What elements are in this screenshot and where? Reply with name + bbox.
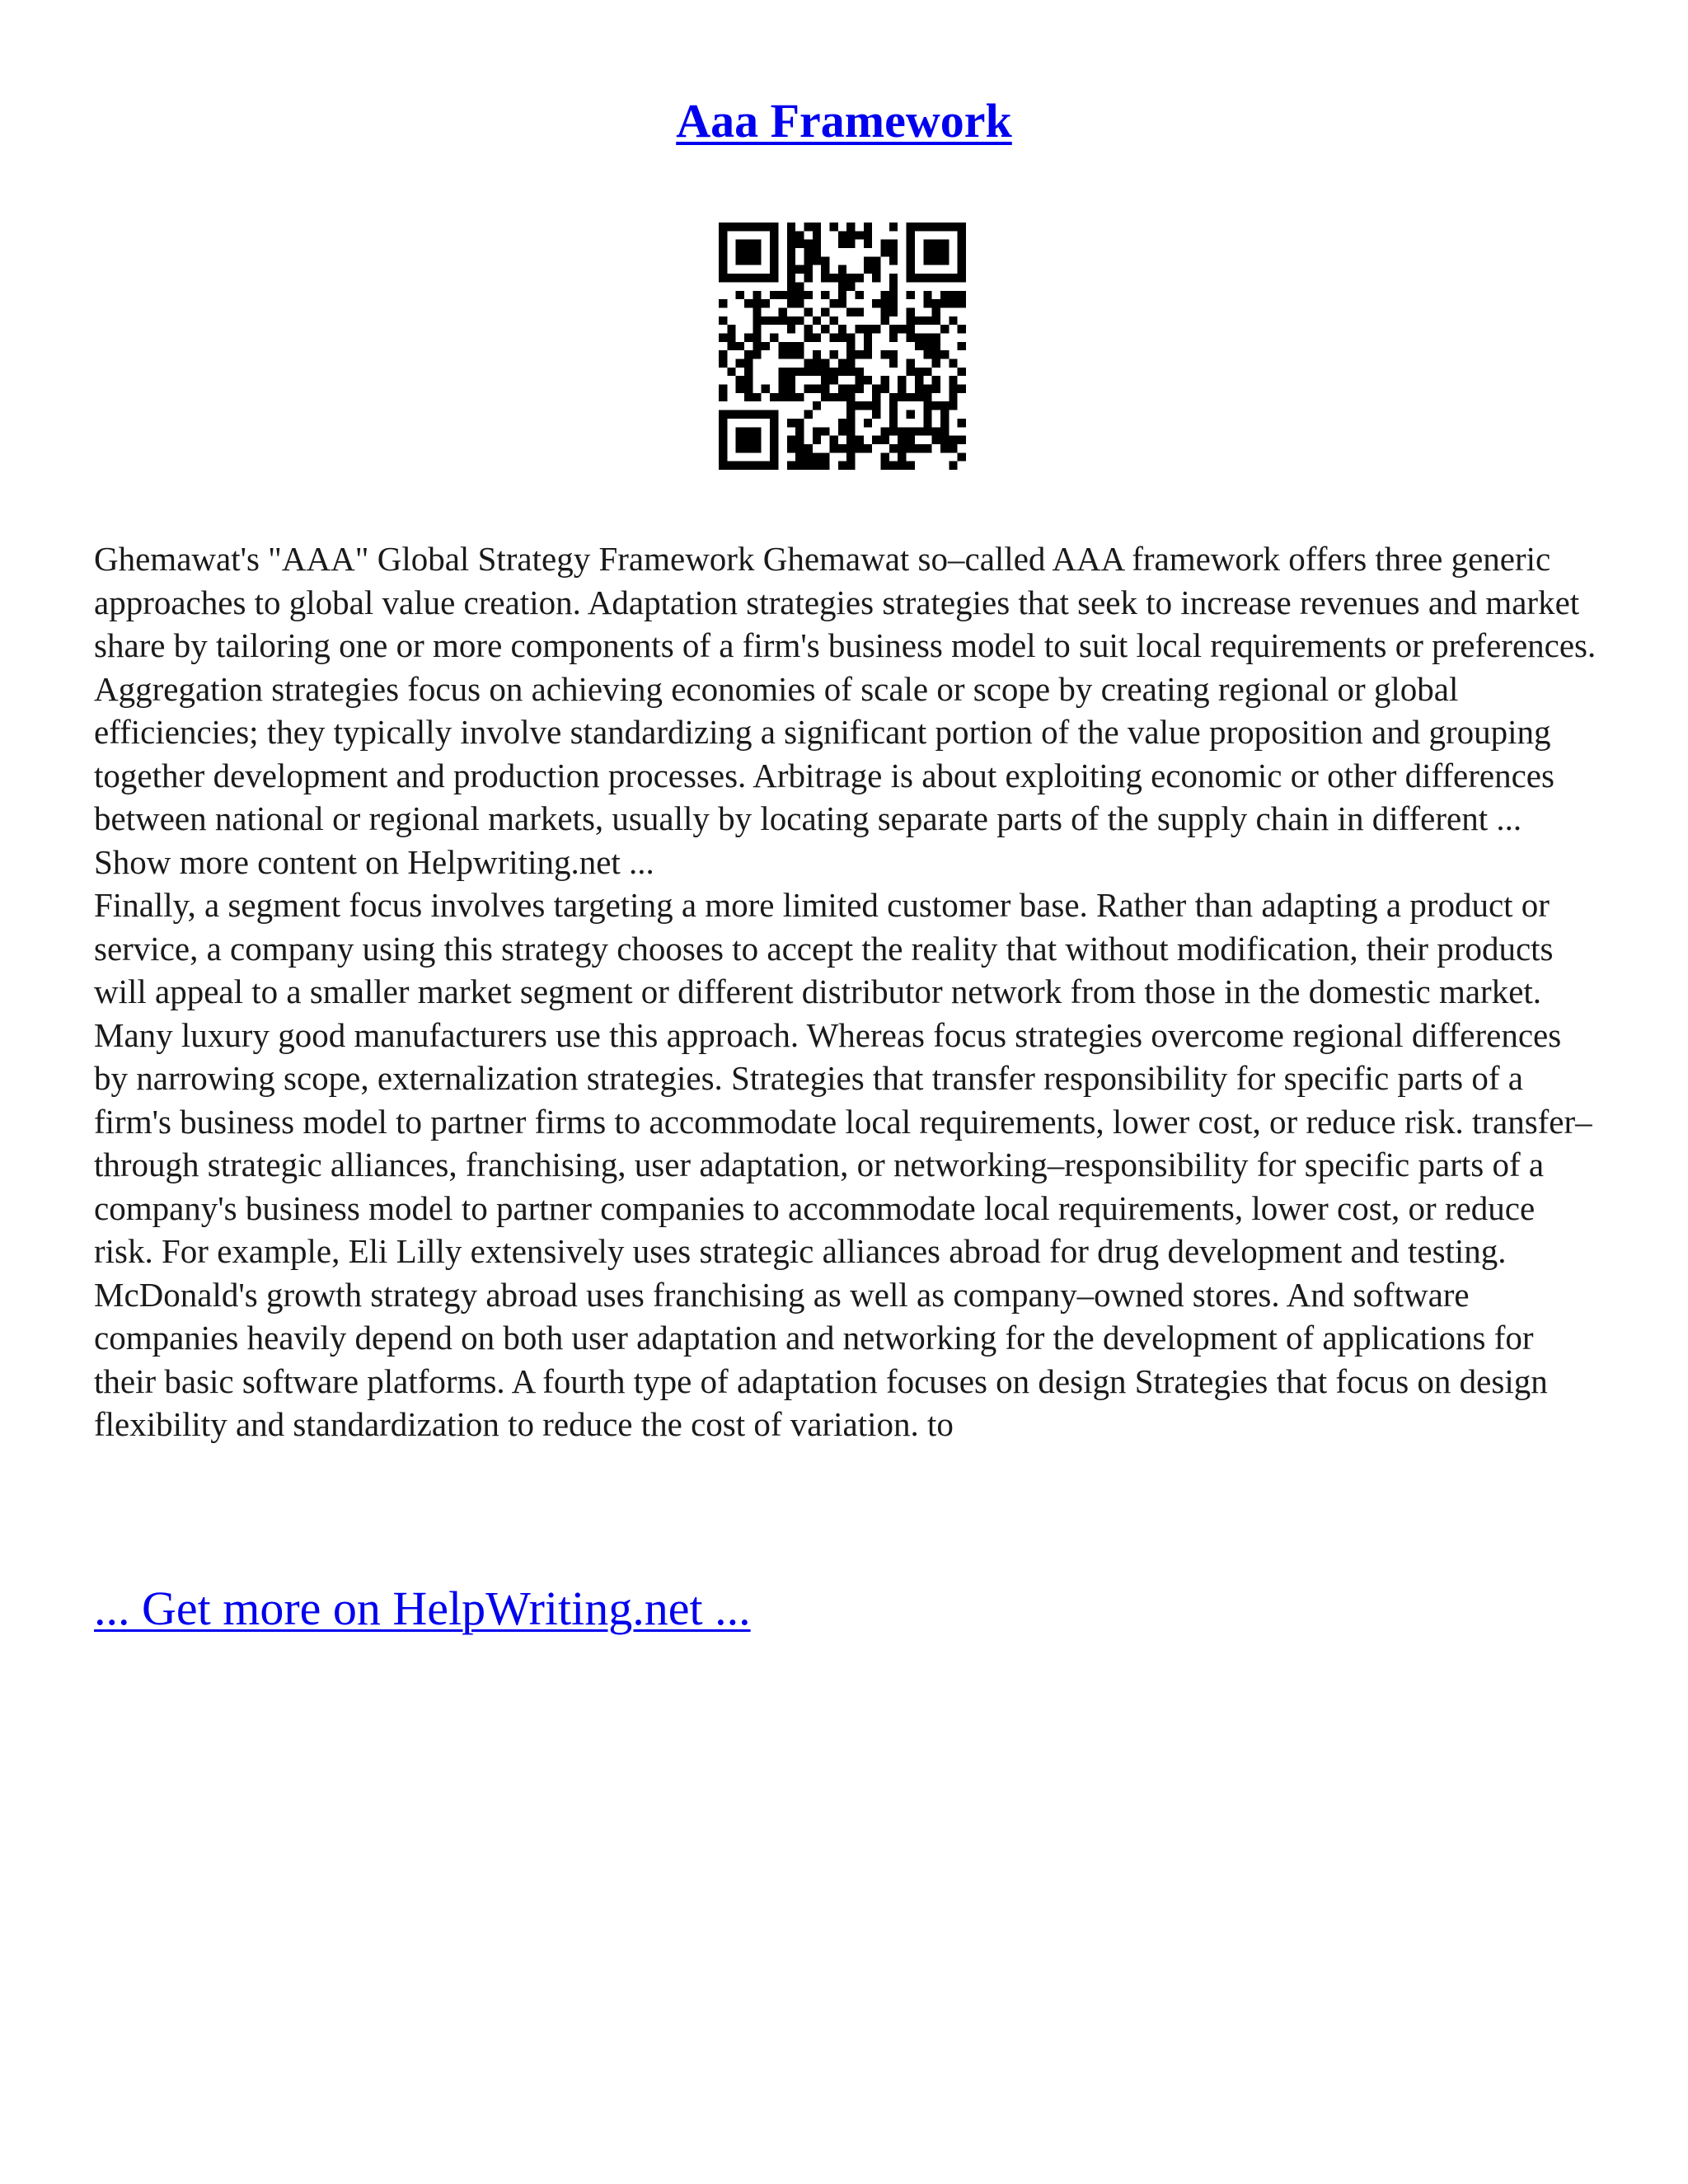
qr-code-icon xyxy=(719,223,966,470)
more-link-container xyxy=(94,1577,751,1640)
paragraph-1: Ghemawat's "AAA" Global Strategy Framework Ghemawat so–called AAA framework offers three generic approaches to global value creation. Adaptation strategies strategies that seek to increase revenues and market share by tailoring one or more components of a firm's business model to suit local requirements or preferences. Aggregation strategies focus on achieving economies of scale or scope by creating regional or global efficiencies; they typically involve standardizing a significant portion of the value proposition and grouping together development and production processes. Arbitrage is about exploiting economic or other differences between national or regional markets, usually by locating separate parts of the supply chain in different ... Show more content on Helpwriting.net ... xyxy=(94,540,1597,881)
paragraph-2: Finally, a segment focus involves targeting a more limited customer base. Rather than adapting a product or service, a company using this strategy chooses to accept the reality that without modification, their products will appeal to a smaller market segment or different distributor network from those in the domestic market. Many luxury good manufacturers use this approach. Whereas focus strategies overcome regional differences by narrowing scope, externalization strategies. Strategies that transfer responsibility for specific parts of a firm's business model to partner firms to accommodate local requirements, lower cost, or reduce risk. transfer–through strategic alliances, franchising, user adaptation, or networking–responsibility for specific parts of a company's business model to partner companies to accommodate local requirements, lower cost, or reduce risk. For example, Eli Lilly extensively uses strategic alliances abroad for drug development and testing. McDonald's growth strategy abroad uses franchising as well as company–owned stores. And software companies heavily depend on both user adaptation and networking for the development of applications for their basic software platforms. A fourth type of adaptation focuses on design Strategies that focus on design flexibility and standardization to reduce the cost of variation. to xyxy=(94,886,1592,1443)
article-body xyxy=(94,537,1599,1446)
title-link[interactable]: Aaa Framework xyxy=(676,94,1012,148)
get-more-link[interactable]: ... Get more on HelpWriting.net ... xyxy=(94,1582,751,1635)
page-title xyxy=(0,89,1688,153)
